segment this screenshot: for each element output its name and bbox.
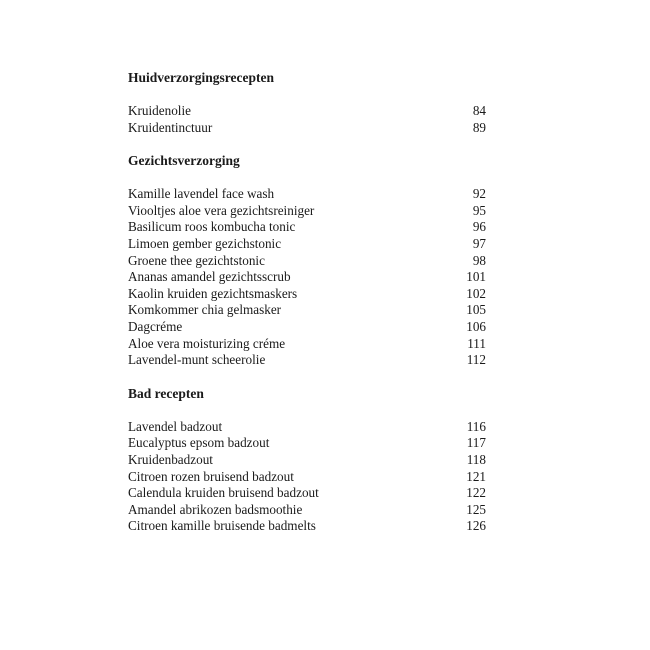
toc-entry <box>128 485 486 502</box>
spacer <box>128 136 486 153</box>
section-gezichtsverzorging <box>128 153 486 369</box>
entry-title: Ananas amandel gezichtsscrub <box>128 269 291 285</box>
section-title: Huidverzorgingsrecepten <box>128 70 274 85</box>
entry-page: 97 <box>472 235 486 251</box>
entry-title: Kruidenbadzout <box>128 451 213 467</box>
entry-title: Eucalyptus epsom badzout <box>128 435 270 451</box>
entry-title: Viooltjes aloe vera gezichtsreiniger <box>128 202 315 218</box>
entry-page: 112 <box>466 352 486 368</box>
entry-page: 111 <box>467 335 486 351</box>
entry-title: Aloe vera moisturizing créme <box>128 335 286 351</box>
toc-entry <box>128 103 486 120</box>
toc-entry <box>128 120 486 137</box>
entry-page: 116 <box>466 418 486 434</box>
entry-title: Kamille lavendel face wash <box>128 186 275 202</box>
entry-page: 84 <box>472 103 486 118</box>
section-bad-recepten <box>128 386 486 535</box>
entry-title: Lavendel badzout <box>128 418 223 434</box>
entry-title: Amandel abrikozen badsmoothie <box>128 501 303 517</box>
entry-page: 121 <box>466 468 486 484</box>
entry-page: 106 <box>466 318 486 334</box>
toc-entry <box>128 518 486 535</box>
entry-title: Calendula kruiden bruisend badzout <box>128 485 319 501</box>
toc-entry <box>128 219 486 236</box>
entry-page: 95 <box>472 202 486 218</box>
entry-page: 105 <box>466 302 486 318</box>
entry-title: Groene thee gezichtstonic <box>128 252 265 268</box>
toc-entry <box>128 236 486 253</box>
section-title: Gezichtsverzorging <box>128 153 240 169</box>
toc-entry <box>128 452 486 469</box>
entry-page: 118 <box>466 451 486 467</box>
toc-entry <box>128 286 486 303</box>
entry-page: 125 <box>466 501 486 517</box>
entry-title: Lavendel-munt scheerolie <box>128 352 266 368</box>
toc-entry <box>128 419 486 436</box>
entry-title: Dagcréme <box>128 318 183 334</box>
entry-title: Citroen kamille bruisende badmelts <box>128 518 316 534</box>
entry-page: 126 <box>466 518 486 534</box>
entry-title: Citroen rozen bruisend badzout <box>128 468 294 484</box>
toc-entry <box>128 319 486 336</box>
entry-title: Komkommer chia gelmasker <box>128 302 282 318</box>
entry-page: 101 <box>466 269 486 285</box>
toc-entry <box>128 469 486 486</box>
entry-page: 117 <box>466 435 486 451</box>
toc-entry <box>128 302 486 319</box>
toc-entry <box>128 269 486 286</box>
toc-entry <box>128 435 486 452</box>
spacer <box>128 369 486 386</box>
entry-title: Limoen gember gezichstonic <box>128 235 282 251</box>
entry-title: Kruidenolie <box>128 103 191 118</box>
entry-page: 89 <box>472 119 486 135</box>
toc-entry <box>128 502 486 519</box>
entry-title: Kaolin kruiden gezichtsmaskers <box>128 285 298 301</box>
toc-entry <box>128 352 486 369</box>
section-huidverzorgingsrecepten <box>128 70 486 136</box>
toc-entry <box>128 253 486 270</box>
toc-entry <box>128 336 486 353</box>
entry-title: Basilicum roos kombucha tonic <box>128 219 296 235</box>
section-title: Bad recepten <box>128 385 204 401</box>
entry-page: 96 <box>472 219 486 235</box>
entry-page: 102 <box>466 285 486 301</box>
entry-page: 98 <box>472 252 486 268</box>
entry-list <box>128 419 486 535</box>
table-of-contents <box>128 70 486 535</box>
toc-entry <box>128 186 486 203</box>
entry-page: 92 <box>472 186 486 202</box>
entry-title: Kruidentinctuur <box>128 119 213 135</box>
entry-page: 122 <box>466 485 486 501</box>
entry-list <box>128 186 486 369</box>
toc-entry <box>128 203 486 220</box>
entry-list <box>128 103 486 136</box>
